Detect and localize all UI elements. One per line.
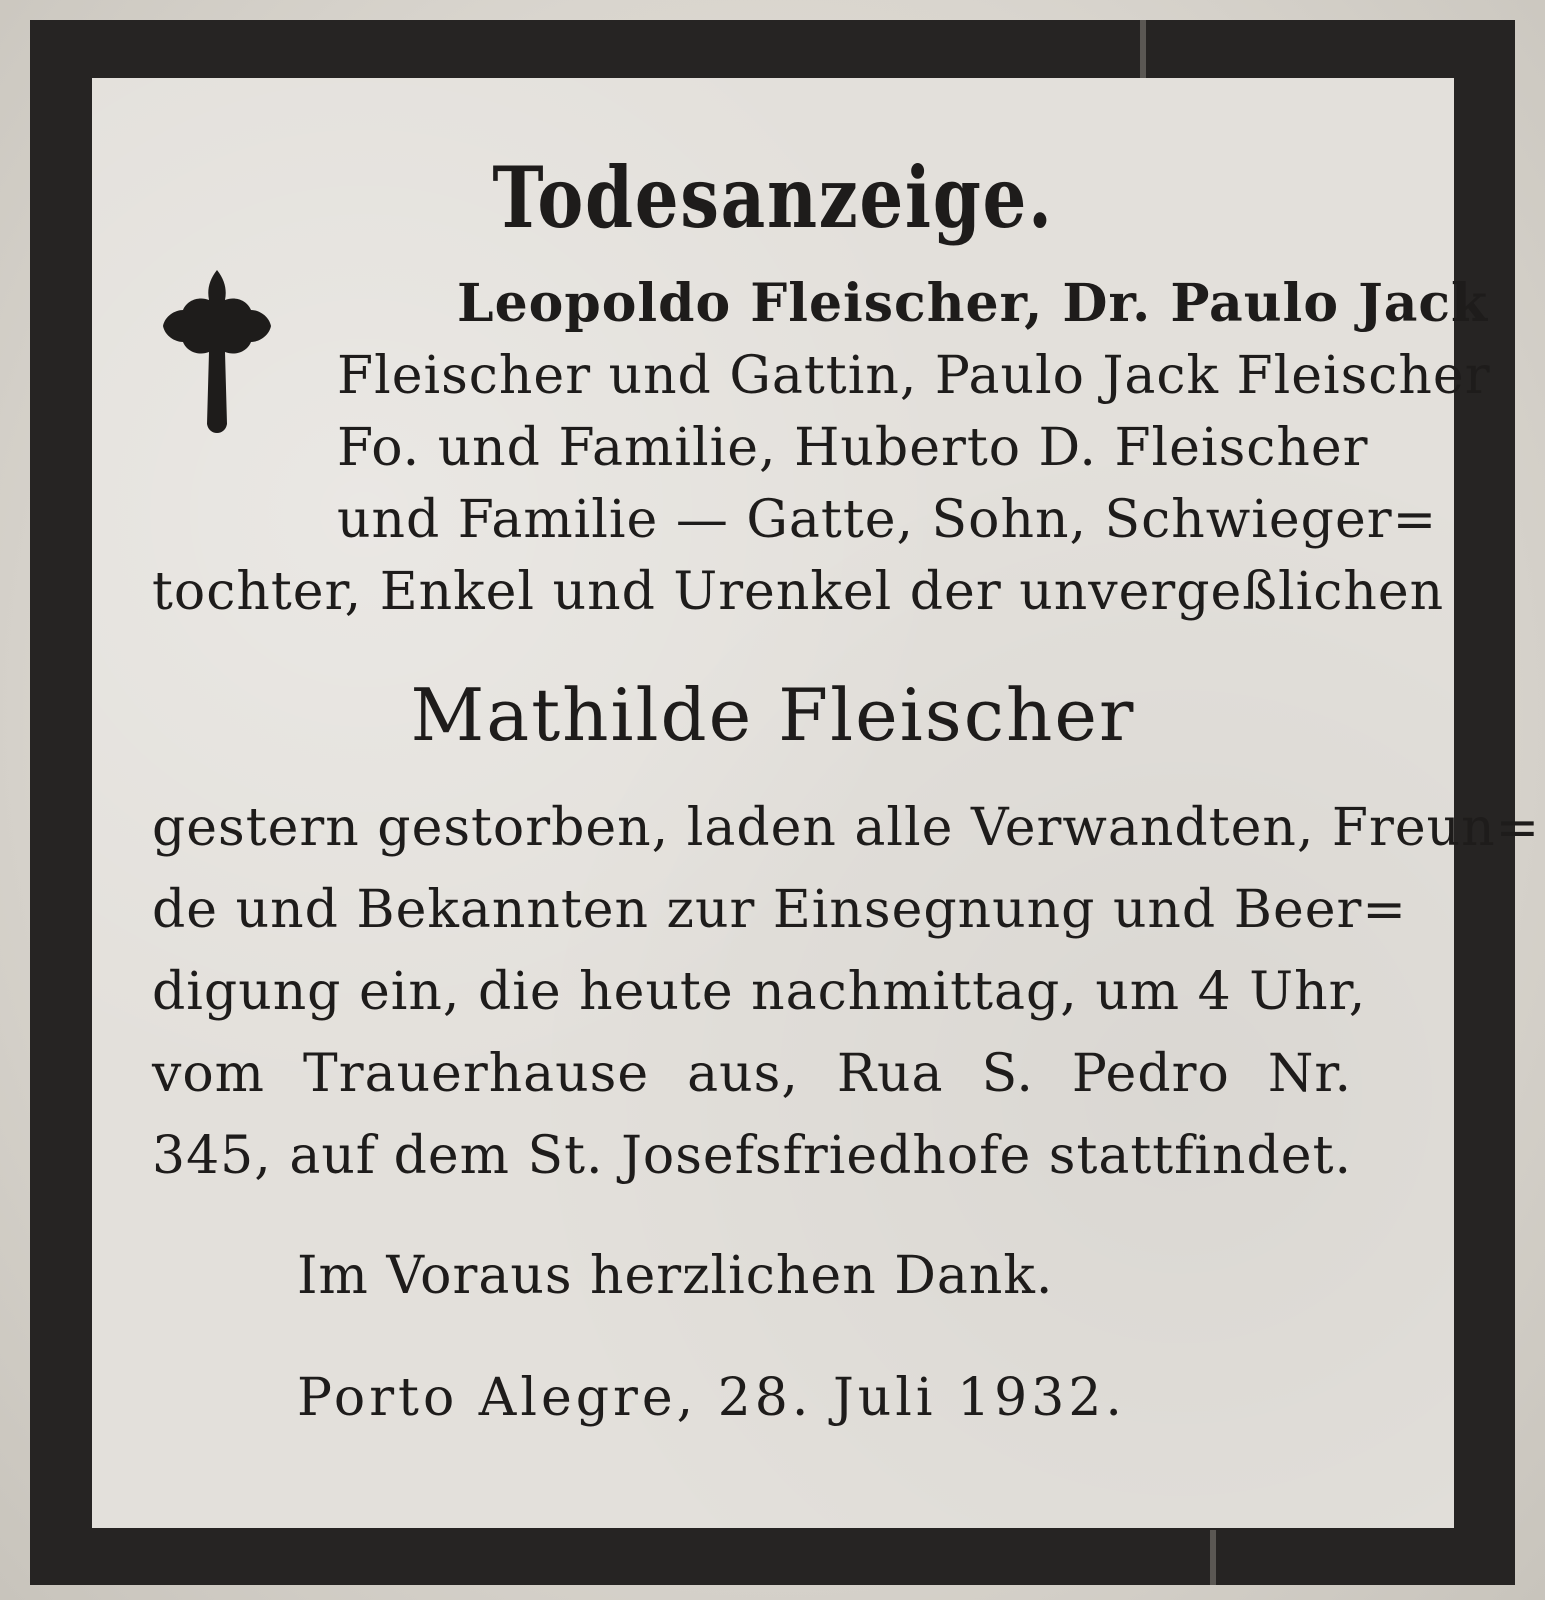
body-line-5: 345, auf dem St. Josefsfriedhofe stattfindet. [152,1126,1352,1186]
family-line-1: Leopoldo Fleischer, Dr. Paulo Jack [457,273,1489,334]
family-line-5: tochter, Enkel und Urenkel der unvergeßlichen [152,562,1445,622]
family-line-2: Fleischer und Gattin, Paulo Jack Fleischer [337,346,1491,406]
place-date: Porto Alegre, 28. Juli 1932. [297,1368,1126,1428]
border-print-gap [1140,20,1146,80]
family-line-3: Fo. und Familie, Huberto D. Fleischer [337,418,1369,478]
body-line-1: gestern gestorben, laden alle Verwandten, Freun= [152,798,1541,858]
body-line-4: vom Trauerhause aus, Rua S. Pedro Nr. [152,1044,1352,1104]
family-line-4: und Familie — Gatte, Sohn, Schwieger= [337,490,1438,550]
border-print-gap [1210,1530,1216,1585]
notice-panel [92,78,1541,1528]
cross-icon [157,266,277,441]
deceased-name: Mathilde Fleischer [410,673,1136,757]
body-line-3: digung ein, die heute nachmittag, um 4 Uhr, [152,962,1367,1022]
body-line-2: de und Bekannten zur Einsegnung und Beer= [152,880,1407,940]
thanks-line: Im Voraus herzlichen Dank. [297,1246,1054,1306]
notice-title: Todesanzeige. [492,148,1054,247]
